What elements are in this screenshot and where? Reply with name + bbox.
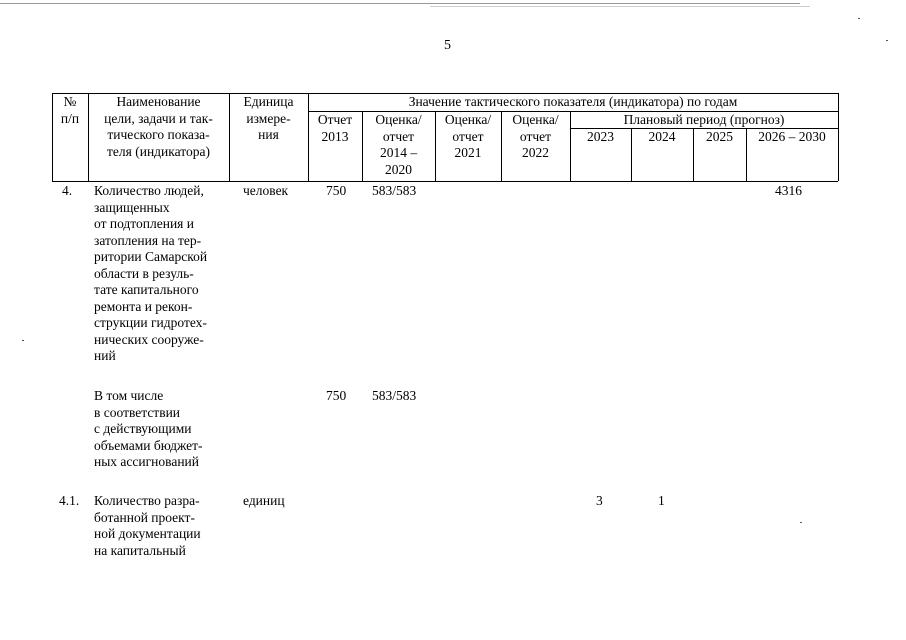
header-estimate-2022: Оценка/ отчет 2022	[512, 112, 559, 160]
table-rule	[52, 181, 838, 182]
row-unit: человек	[243, 183, 289, 198]
row-num: 4.	[62, 183, 73, 198]
page-number: 5	[444, 38, 451, 53]
scan-top-edge-line	[0, 3, 800, 4]
row-value-2023: 3	[596, 493, 603, 508]
header-report-2013: Отчет 2013	[317, 112, 353, 144]
header-name: Наименование цели, задачи и так- тического показа- теля (индикатора)	[104, 94, 213, 159]
scan-speck	[886, 40, 888, 41]
header-estimate-2014-2020: Оценка/ отчет 2014 – 2020	[375, 112, 422, 177]
row-value-2024: 1	[658, 493, 665, 508]
row-value-2026-2030: 4316	[775, 183, 802, 198]
row-name: Количество людей, защищенных от подтопления и затопления на тер- ритории Самарской области в резуль- тате капитального ремонта и рекон- струкции гидротех- нических сооруже- ний	[94, 183, 208, 363]
header-year-2024: 2024	[648, 129, 676, 144]
header-year-2025: 2025	[706, 129, 733, 144]
row-num: 4.1.	[59, 493, 80, 508]
scan-speck	[22, 340, 24, 341]
row-name: В том числе в соответствии с действующими объемами бюджет- ных ассигнований	[94, 388, 203, 469]
table-rule	[838, 93, 839, 181]
scan-speck	[858, 18, 860, 19]
header-values-title: Значение тактического показателя (индикатора) по годам	[408, 94, 738, 109]
scan-speck	[800, 522, 802, 523]
header-years-2026-2030: 2026 – 2030	[758, 129, 826, 144]
header-plan-period: Плановый период (прогноз)	[623, 112, 785, 127]
row-value-2013: 750	[326, 183, 347, 198]
header-year-2023: 2023	[587, 129, 614, 144]
row-value-2014-2020: 583/583	[372, 388, 417, 403]
header-num: № п/п	[60, 94, 80, 126]
row-value-2014-2020: 583/583	[372, 183, 417, 198]
row-name: Количество разра- ботанной проект- ной документации на капитальный	[94, 493, 201, 558]
row-value-2013: 750	[326, 388, 347, 403]
row-unit: единиц	[243, 493, 285, 508]
header-unit: Единица измере- ния	[243, 94, 294, 142]
header-estimate-2021: Оценка/ отчет 2021	[444, 112, 492, 160]
scan-top-edge-line	[430, 6, 810, 7]
